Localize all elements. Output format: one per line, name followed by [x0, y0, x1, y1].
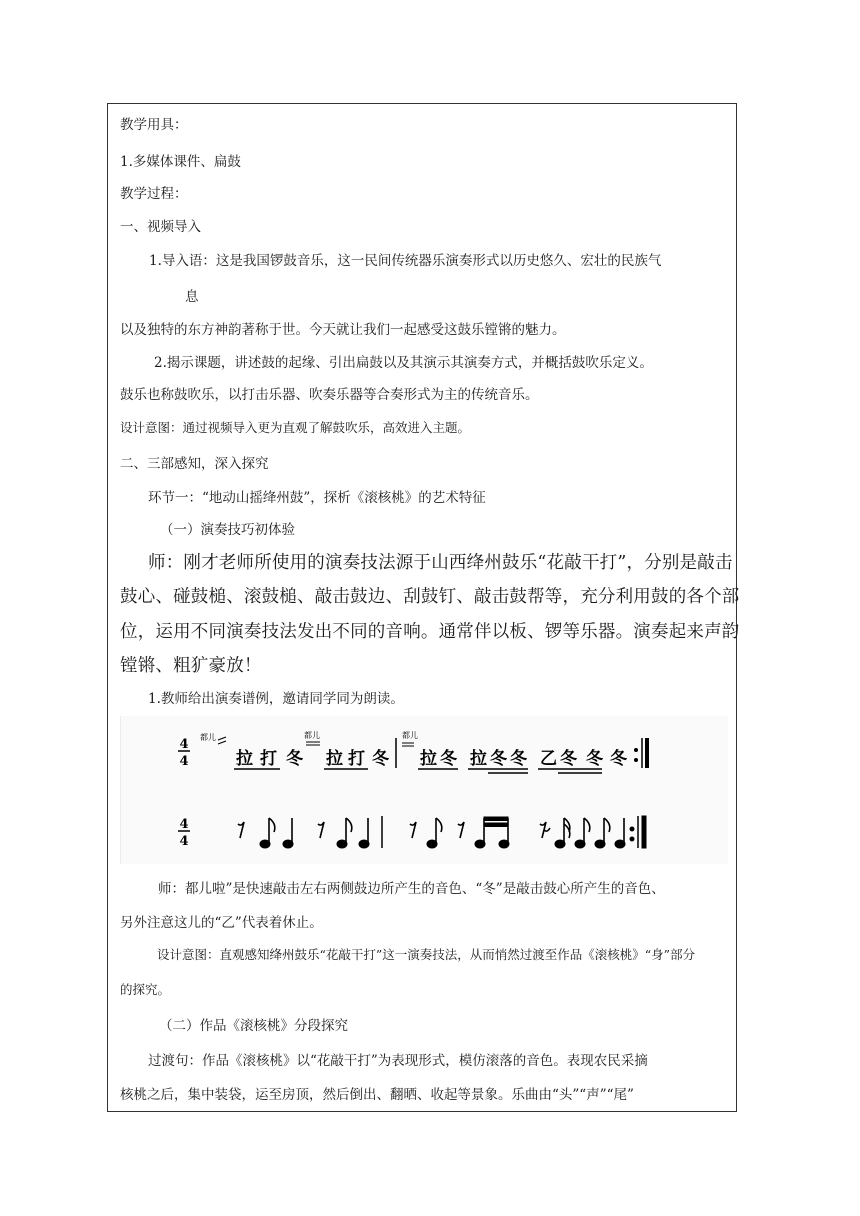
- time-signature-top: 4: [179, 737, 189, 752]
- paragraph-intro-wrap: 息: [185, 289, 199, 305]
- design-intent-2: 设计意图：直观感知绛州鼓乐“花敲干打”这一演奏技法，从而悄然过渡至作品《滚核桃》“身”部分: [157, 947, 696, 962]
- repeat-dot: [630, 827, 634, 831]
- design-intent-2-wrap: 的探究。: [120, 982, 171, 997]
- section-heading-2: 二、三部感知，深入探究: [120, 456, 269, 472]
- teacher-paragraph-line: 位，运用不同演奏技法发出不同的音响。通常伴以板、锣等乐器。演奏起来声韵: [120, 622, 740, 642]
- paragraph-definition: 鼓乐也称鼓吹乐，以打击乐器、吹奏乐器等合奏形式为主的传统音乐。: [120, 387, 539, 403]
- score-intro: 1.教师给出演奏谱例，邀请同学同为朗读。: [148, 691, 404, 707]
- score-syllable: 拉: [470, 749, 487, 769]
- score-syllable: 拉: [236, 749, 253, 769]
- heading-teaching-process: 教学过程：: [120, 186, 188, 202]
- tools-item: 1.多媒体课件、扁鼓: [120, 154, 241, 170]
- section-heading-1: 一、视频导入: [120, 219, 201, 235]
- score-syllable: 乙: [540, 749, 557, 769]
- segment-heading: 环节一：“地动山摇绛州鼓”，探析《滚核桃》的艺术特征: [148, 490, 486, 506]
- note-beam: [484, 817, 508, 821]
- score-syllable: 冬: [586, 749, 603, 769]
- time-signature-top: 4: [179, 817, 189, 832]
- design-intent-1: 设计意图：通过视频导入更为直观了解鼓吹乐，高效进入主题。: [120, 420, 471, 435]
- transition-line: 核桃之后，集中装袋，运至房顶，然后倒出、翻晒、收起等景象。乐曲由“头”“声”“尾”: [120, 1087, 634, 1103]
- repeat-dot: [634, 748, 638, 752]
- score-syllable: 冬: [372, 749, 389, 769]
- score-syllable: 冬: [610, 749, 627, 769]
- score-syllable: 冬: [510, 749, 527, 769]
- repeat-dot: [630, 837, 634, 841]
- explanation-line: 另外注意这儿的“乙”代表着休止。: [120, 915, 323, 931]
- note-beam: [484, 823, 508, 827]
- grace-note-label: 都儿: [402, 731, 418, 740]
- repeat-dot: [634, 758, 638, 762]
- paragraph-topic: 2.揭示课题，讲述鼓的起缘、引出扁鼓以及其演示其演奏方式，并概括鼓吹乐定义。: [154, 355, 653, 371]
- teacher-paragraph-line: 镗锵、粗犷豪放！: [120, 656, 262, 676]
- teacher-paragraph-line: 师：刚才老师所使用的演奏技法源于山西绛州鼓乐“花敲干打”，分别是敲击: [148, 553, 733, 573]
- final-bar-line: [642, 816, 646, 848]
- time-signature-bottom: 4: [179, 754, 189, 769]
- score-syllable: 冬: [286, 749, 303, 769]
- subsection-heading-1: （一）演奏技巧初体验: [160, 522, 295, 538]
- score-syllable: 打: [348, 749, 365, 769]
- paragraph-intro: 1.导入语：这是我国锣鼓音乐，这一民间传统器乐演奏形式以历史悠久、宏壮的民族气: [149, 253, 662, 269]
- score-syllable: 冬: [560, 749, 577, 769]
- grace-note-label: 都儿: [304, 731, 320, 740]
- score-syllable: 打: [260, 749, 277, 769]
- grace-note-label: 都儿: [200, 733, 216, 742]
- teacher-paragraph-line: 鼓心、碰鼓槌、滚鼓槌、敲击鼓边、刮鼓钉、敲击鼓帮等，充分利用鼓的各个部: [120, 587, 740, 607]
- paragraph-intro-cont: 以及独特的东方神韵著称于世。今天就让我们一起感受这鼓乐镗锵的魅力。: [120, 322, 566, 338]
- transition-line: 过渡句：作品《滚核桃》以“花敲干打”为表现形式，模仿滚落的音色。表现农民采摘: [148, 1053, 648, 1069]
- time-signature-bottom: 4: [179, 834, 189, 849]
- subsection-heading-2: （二）作品《滚核桃》分段探究: [159, 1018, 348, 1034]
- heading-teaching-tools: 教学用具：: [120, 117, 188, 133]
- score-syllable: 冬: [490, 749, 507, 769]
- score-syllable: 冬: [440, 749, 457, 769]
- explanation-line: 师：都儿啦”是快速敲击左右两侧鼓边所产生的音色、“冬”是敲击鼓心所产生的音色、: [158, 881, 665, 897]
- drum-score-figure: [120, 716, 728, 864]
- score-syllable: 拉: [420, 749, 437, 769]
- score-syllable: 拉: [326, 749, 343, 769]
